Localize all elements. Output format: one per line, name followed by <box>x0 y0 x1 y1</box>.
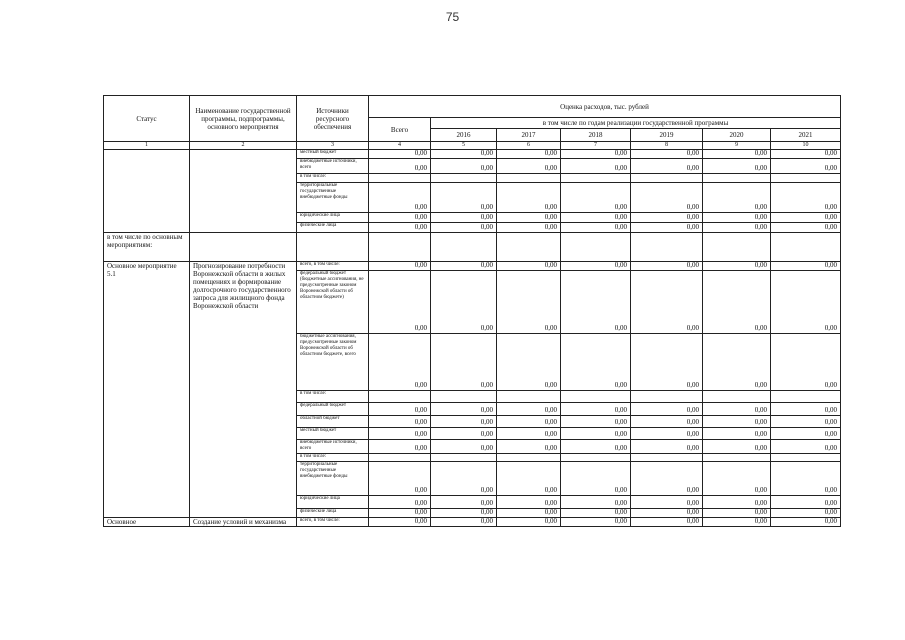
value-cell <box>561 391 631 403</box>
value-cell: 0,00 <box>631 416 703 428</box>
value-cell: 0,00 <box>631 159 703 174</box>
value-cell: 0,00 <box>369 213 431 223</box>
value-cell: 0,00 <box>369 462 431 496</box>
value-cell: 0,00 <box>369 150 431 159</box>
value-cell: 0,00 <box>431 403 497 416</box>
source-cell: областной бюджет <box>297 416 369 428</box>
value-cell: 0,00 <box>771 509 841 518</box>
value-cell <box>631 391 703 403</box>
empty-cell <box>561 233 631 262</box>
empty-cell <box>369 233 431 262</box>
value-cell: 0,00 <box>771 416 841 428</box>
status-cell <box>104 150 190 233</box>
value-cell: 0,00 <box>561 271 631 334</box>
header-total: Всего <box>369 118 431 142</box>
value-cell: 0,00 <box>497 416 561 428</box>
value-cell: 0,00 <box>369 496 431 509</box>
value-cell: 0,00 <box>497 518 561 527</box>
value-cell: 0,00 <box>369 334 431 391</box>
value-cell: 0,00 <box>497 428 561 440</box>
value-cell: 0,00 <box>703 428 771 440</box>
empty-cell <box>631 233 703 262</box>
empty-cell <box>190 233 297 262</box>
value-cell: 0,00 <box>431 223 497 233</box>
value-cell: 0,00 <box>631 518 703 527</box>
value-cell: 0,00 <box>771 183 841 213</box>
expense-table <box>103 95 841 527</box>
table-row <box>104 233 841 262</box>
page-number: 75 <box>445 10 460 24</box>
value-cell: 0,00 <box>431 262 497 271</box>
source-cell: территориальные государственные внебюджетные фонды <box>297 183 369 213</box>
value-cell: 0,00 <box>497 213 561 223</box>
source-cell: федеральный бюджет (бюджетные ассигнования, не предусмотренные законом Воронежской области об областном бюджете) <box>297 271 369 334</box>
header-year: 2021 <box>771 129 841 142</box>
value-cell: 0,00 <box>703 334 771 391</box>
value-cell: 0,00 <box>703 223 771 233</box>
source-cell: всего, в том числе: <box>297 262 369 271</box>
empty-cell <box>497 233 561 262</box>
value-cell: 0,00 <box>369 271 431 334</box>
column-number: 10 <box>771 142 841 150</box>
subheader-cell: в том числе по основным мероприятиям: <box>104 233 190 262</box>
value-cell: 0,00 <box>369 509 431 518</box>
value-cell: 0,00 <box>771 334 841 391</box>
empty-cell <box>431 233 497 262</box>
value-cell: 0,00 <box>703 150 771 159</box>
value-cell: 0,00 <box>431 271 497 334</box>
value-cell: 0,00 <box>561 403 631 416</box>
source-cell: юридические лица <box>297 213 369 223</box>
source-cell: физические лица <box>297 509 369 518</box>
source-cell: внебюджетные источники, всего <box>297 440 369 454</box>
value-cell <box>561 174 631 183</box>
value-cell: 0,00 <box>631 183 703 213</box>
value-cell: 0,00 <box>561 462 631 496</box>
value-cell: 0,00 <box>431 509 497 518</box>
table-row <box>104 518 841 527</box>
value-cell: 0,00 <box>631 428 703 440</box>
column-number: 6 <box>497 142 561 150</box>
value-cell: 0,00 <box>561 159 631 174</box>
source-cell: бюджетные ассигнования, предусмотренные законом Воронежской области об областном бюджете, всего <box>297 334 369 391</box>
value-cell: 0,00 <box>431 213 497 223</box>
value-cell: 0,00 <box>771 213 841 223</box>
header-sources: Источники ресурсного обеспечения <box>297 96 369 142</box>
source-cell: внебюджетные источники, всего <box>297 159 369 174</box>
value-cell <box>431 391 497 403</box>
header-by-years: в том числе по годам реализации государственной программы <box>431 118 841 129</box>
value-cell: 0,00 <box>771 440 841 454</box>
value-cell: 0,00 <box>631 213 703 223</box>
name-cell: Прогнозирование потребности Воронежской области в жилых помещениях и формирование долгосрочного государственного запроса для жилищного фонда Воронежской области <box>190 262 297 518</box>
value-cell: 0,00 <box>561 416 631 428</box>
value-cell: 0,00 <box>631 150 703 159</box>
value-cell: 0,00 <box>497 496 561 509</box>
empty-cell <box>297 233 369 262</box>
name-cell <box>190 150 297 233</box>
value-cell: 0,00 <box>561 518 631 527</box>
value-cell: 0,00 <box>771 223 841 233</box>
value-cell: 0,00 <box>771 271 841 334</box>
value-cell: 0,00 <box>631 334 703 391</box>
value-cell: 0,00 <box>631 509 703 518</box>
value-cell: 0,00 <box>561 428 631 440</box>
value-cell: 0,00 <box>771 428 841 440</box>
value-cell: 0,00 <box>561 262 631 271</box>
value-cell <box>561 454 631 462</box>
value-cell: 0,00 <box>771 159 841 174</box>
value-cell <box>703 454 771 462</box>
value-cell <box>497 391 561 403</box>
value-cell: 0,00 <box>771 462 841 496</box>
value-cell: 0,00 <box>369 403 431 416</box>
column-number: 9 <box>703 142 771 150</box>
value-cell: 0,00 <box>703 262 771 271</box>
value-cell: 0,00 <box>497 223 561 233</box>
value-cell: 0,00 <box>497 462 561 496</box>
column-number: 2 <box>190 142 297 150</box>
value-cell: 0,00 <box>703 509 771 518</box>
source-cell: юридические лица <box>297 496 369 509</box>
value-cell: 0,00 <box>431 159 497 174</box>
value-cell: 0,00 <box>497 440 561 454</box>
value-cell: 0,00 <box>431 416 497 428</box>
value-cell <box>771 174 841 183</box>
empty-cell <box>703 233 771 262</box>
value-cell: 0,00 <box>561 223 631 233</box>
value-cell: 0,00 <box>431 518 497 527</box>
header-status: Статус <box>104 96 190 142</box>
value-cell: 0,00 <box>369 416 431 428</box>
column-number: 4 <box>369 142 431 150</box>
value-cell: 0,00 <box>369 223 431 233</box>
source-cell: в том числе: <box>297 454 369 462</box>
value-cell <box>771 454 841 462</box>
value-cell <box>631 174 703 183</box>
value-cell <box>369 391 431 403</box>
value-cell: 0,00 <box>369 518 431 527</box>
value-cell: 0,00 <box>497 334 561 391</box>
name-cell: Создание условий и механизма <box>190 518 297 527</box>
value-cell: 0,00 <box>561 509 631 518</box>
value-cell: 0,00 <box>497 159 561 174</box>
value-cell: 0,00 <box>703 213 771 223</box>
value-cell: 0,00 <box>497 183 561 213</box>
value-cell <box>703 391 771 403</box>
header-year: 2017 <box>497 129 561 142</box>
value-cell: 0,00 <box>369 183 431 213</box>
header-year: 2019 <box>631 129 703 142</box>
value-cell: 0,00 <box>703 496 771 509</box>
value-cell: 0,00 <box>369 262 431 271</box>
source-cell: всего, в том числе: <box>297 518 369 527</box>
status-cell: Основное <box>104 518 190 527</box>
source-cell: физические лица <box>297 223 369 233</box>
column-number: 8 <box>631 142 703 150</box>
status-cell: Основное мероприятие 5.1 <box>104 262 190 518</box>
value-cell: 0,00 <box>431 440 497 454</box>
value-cell: 0,00 <box>497 262 561 271</box>
column-number: 3 <box>297 142 369 150</box>
value-cell: 0,00 <box>431 183 497 213</box>
value-cell <box>369 454 431 462</box>
empty-cell <box>771 233 841 262</box>
source-cell: местный бюджет <box>297 150 369 159</box>
value-cell: 0,00 <box>369 428 431 440</box>
value-cell: 0,00 <box>631 440 703 454</box>
value-cell: 0,00 <box>561 496 631 509</box>
value-cell: 0,00 <box>431 150 497 159</box>
column-number: 7 <box>561 142 631 150</box>
source-cell: в том числе: <box>297 174 369 183</box>
value-cell: 0,00 <box>771 262 841 271</box>
value-cell: 0,00 <box>771 403 841 416</box>
value-cell: 0,00 <box>497 271 561 334</box>
value-cell: 0,00 <box>561 213 631 223</box>
value-cell: 0,00 <box>561 150 631 159</box>
value-cell: 0,00 <box>497 403 561 416</box>
value-cell: 0,00 <box>431 428 497 440</box>
value-cell: 0,00 <box>703 462 771 496</box>
value-cell: 0,00 <box>703 183 771 213</box>
value-cell: 0,00 <box>703 159 771 174</box>
source-cell: территориальные государственные внебюджетные фонды <box>297 462 369 496</box>
value-cell: 0,00 <box>561 183 631 213</box>
column-number: 1 <box>104 142 190 150</box>
value-cell: 0,00 <box>369 440 431 454</box>
value-cell <box>771 391 841 403</box>
value-cell: 0,00 <box>431 496 497 509</box>
value-cell: 0,00 <box>703 518 771 527</box>
value-cell: 0,00 <box>631 262 703 271</box>
value-cell <box>431 174 497 183</box>
value-cell: 0,00 <box>431 462 497 496</box>
value-cell: 0,00 <box>771 496 841 509</box>
value-cell: 0,00 <box>561 334 631 391</box>
table-row <box>104 150 841 159</box>
value-cell: 0,00 <box>561 440 631 454</box>
value-cell: 0,00 <box>497 509 561 518</box>
column-number: 5 <box>431 142 497 150</box>
value-cell: 0,00 <box>703 403 771 416</box>
value-cell: 0,00 <box>497 150 561 159</box>
header-year: 2020 <box>703 129 771 142</box>
value-cell: 0,00 <box>703 416 771 428</box>
header-year: 2018 <box>561 129 631 142</box>
value-cell <box>431 454 497 462</box>
value-cell: 0,00 <box>631 496 703 509</box>
source-cell: федеральный бюджет <box>297 403 369 416</box>
value-cell <box>369 174 431 183</box>
value-cell: 0,00 <box>703 271 771 334</box>
header-year: 2016 <box>431 129 497 142</box>
value-cell: 0,00 <box>431 334 497 391</box>
value-cell <box>703 174 771 183</box>
value-cell: 0,00 <box>631 403 703 416</box>
value-cell: 0,00 <box>771 518 841 527</box>
value-cell: 0,00 <box>771 150 841 159</box>
value-cell: 0,00 <box>703 440 771 454</box>
source-cell: местный бюджет <box>297 428 369 440</box>
value-cell: 0,00 <box>631 271 703 334</box>
source-cell: в том числе: <box>297 391 369 403</box>
value-cell: 0,00 <box>631 462 703 496</box>
header-estimate: Оценка расходов, тыс. рублей <box>369 96 841 118</box>
table-row <box>104 262 841 271</box>
value-cell: 0,00 <box>631 223 703 233</box>
value-cell <box>497 174 561 183</box>
value-cell <box>497 454 561 462</box>
header-name: Наименование государственной программы, подпрограммы, основного мероприятия <box>190 96 297 142</box>
value-cell: 0,00 <box>369 159 431 174</box>
value-cell <box>631 454 703 462</box>
